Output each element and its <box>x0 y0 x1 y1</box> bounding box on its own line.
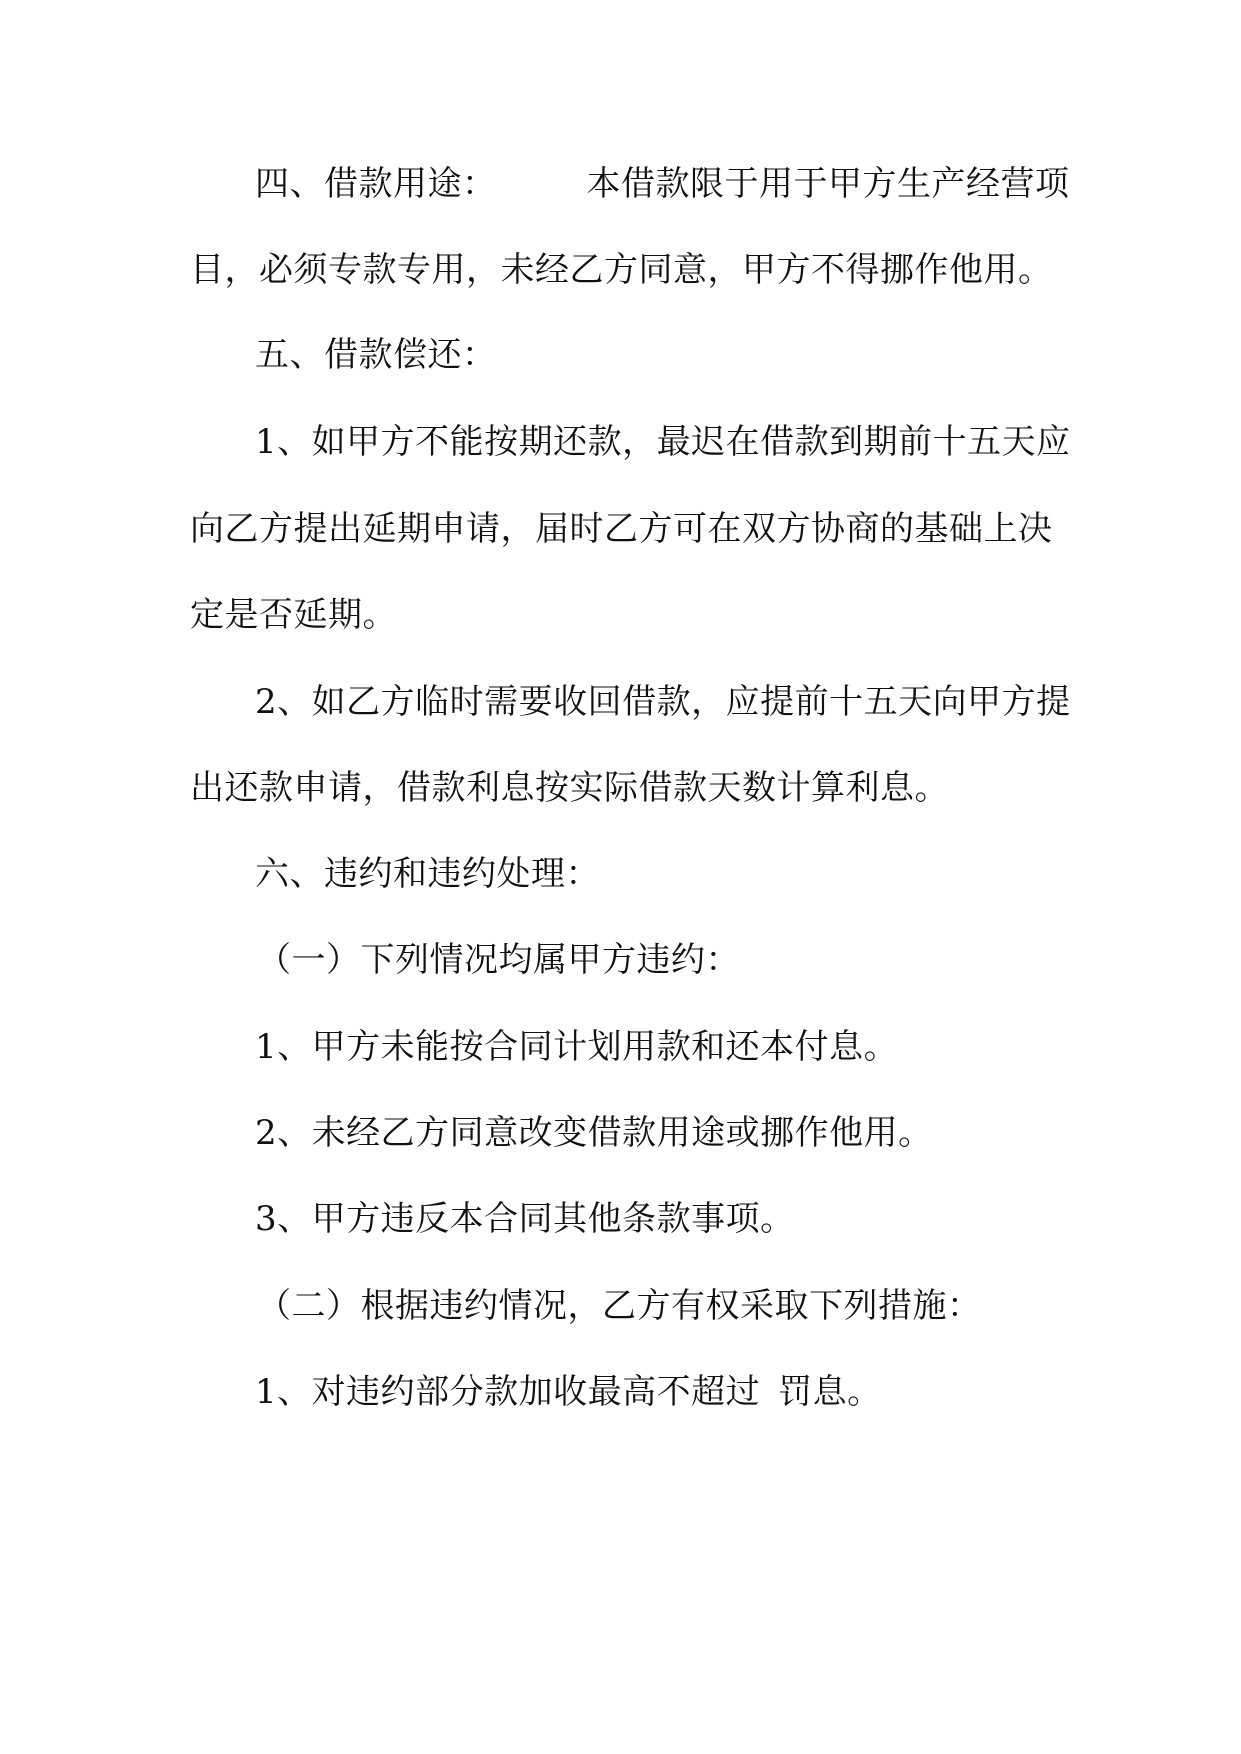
breach-subsection-2-item-1 <box>255 1370 882 1414</box>
repayment-item-2-line2: 出还款申请，借款利息按实际借款天数计算利息。 <box>190 768 949 808</box>
paragraph-repayment-heading: 五、借款偿还： <box>255 335 497 375</box>
penalty-clause-suffix: 罚息。 <box>778 1372 882 1412</box>
loan-purpose-heading: 四、借款用途： <box>255 164 497 204</box>
repayment-item-1-line3: 定是否延期。 <box>190 595 397 635</box>
breach-subsection-2-heading: （二）根据违约情况，乙方有权采取下列措施： <box>257 1286 982 1326</box>
paragraph-breach-heading: 六、违约和违约处理： <box>255 854 600 894</box>
loan-purpose-text: 本借款限于用于甲方生产经营项 <box>586 164 1070 204</box>
repayment-item-1-line1: 1、如甲方不能按期还款，最迟在借款到期前十五天应 <box>255 422 1071 462</box>
breach-subsection-1-item-1: 1、甲方未能按合同计划用款和还本付息。 <box>255 1027 899 1067</box>
loan-purpose-text-line2: 目，必须专款专用，未经乙方同意，甲方不得挪作他用。 <box>190 250 1053 290</box>
breach-subsection-1-heading: （一）下列情况均属甲方违约： <box>257 940 740 980</box>
repayment-item-2-line1: 2、如乙方临时需要收回借款，应提前十五天向甲方提 <box>255 682 1071 722</box>
breach-subsection-1-item-2: 2、未经乙方同意改变借款用途或挪作他用。 <box>255 1113 933 1153</box>
breach-subsection-1-item-3: 3、甲方违反本合同其他条款事项。 <box>255 1199 795 1239</box>
penalty-clause-text: 1、对违约部分款加收最高不超过 <box>255 1372 761 1412</box>
repayment-item-1-line2: 向乙方提出延期申请，届时乙方可在双方协商的基础上决 <box>190 509 1053 549</box>
paragraph-loan-purpose <box>255 162 1070 206</box>
